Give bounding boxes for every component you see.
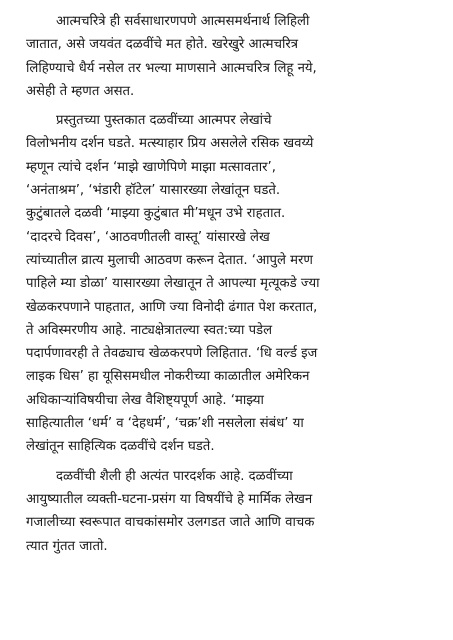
text-line: ‘दादरचे दिवस’, ‘आठवणीतली वास्तू’ यांसारखे लेख [26,229,270,245]
text-line: ते अविस्मरणीय आहे. नाट्यक्षेत्रातल्या स्वत:च्या पडेल [26,322,273,338]
text-line: खेळकरपणाने पाहतात, आणि ज्या विनोदी ढंगात पेश करतात, [26,299,318,315]
text-line: म्हणून त्यांचे दर्शन ‘माझे खाणेपिणे माझा मत्सावतार’, [26,159,276,175]
text-line: जातात, असे जयवंत दळवींचे मत होते. खरेखुरे आत्मचरित्र [26,37,299,53]
text-line: आत्मचरित्रे ही सर्वसाधारणपणे आत्मसमर्थनार्थ लिहिली [56,14,310,29]
text-line: लाइक धिस’ हा यूसिसमधील नोकरीच्या काळातील अमेरिकन [26,369,310,385]
text-line: पाहिले म्या डोळा’ यासारख्या लेखातून ते आपल्या मृत्यूकडे ज्या [26,276,320,292]
text-line: लिहिण्याचे धैर्य नसेल तर भल्या माणसाने आत्मचरित्र लिहू नये, [26,60,317,76]
text-line: आयुष्यातील व्यक्ती-घटना-प्रसंग या विषयींचे हे मार्मिक लेखन [26,491,313,507]
text-line: प्रस्तुतच्या पुस्तकात दळवींच्या आत्मपर लेखांचे [56,113,272,129]
text-line: असेही ते म्हणत असत. [26,83,135,99]
text-line: कुटुंबातले दळवी ‘माझ्या कुटुंबात मी’मधून उभे राहतात. [26,206,286,222]
text-line: साहित्यातील ‘धर्म’ व ‘देहधर्म’, ‘चक्र’शी नसलेला संबंध’ या [26,416,304,432]
paragraph-3 [26,465,435,558]
text-line: त्यात गुंतत जातो. [26,538,108,554]
text-line: ‘अनंताश्रम’, ‘भंडारी हॉटेल’ यासारख्या लेखांतून घडते. [26,183,281,199]
paragraph-2 [26,109,435,458]
text-line: लेखांतून साहित्यिक दळवींचे दर्शन घडते. [26,439,215,455]
text-line: विलोभनीय दर्शन घडते. मत्स्याहार प्रिय असलेले रसिक खवय्ये [26,136,314,152]
text-line: त्यांच्यातील व्रात्य मुलाची आठवण करून देतात. ‘आपुले मरण [26,252,313,268]
text-line: अधिकाऱ्यांविषयीचा लेख वैशिष्ट्यपूर्ण आहे. ‘माझ्या [26,392,264,408]
text-line: गजालीच्या स्वरूपात वाचकांसमोर उलगडत जाते आणि वाचक [26,515,315,531]
text-line: दळवींची शैली ही अत्यंत पारदर्शक आहे. दळवींच्या [56,468,293,484]
text-line: पदार्पणावरही ते तेवढ्याच खेळकरपणे लिहितात. ‘धि वर्ल्ड इज [26,346,318,362]
paragraph-1 [26,10,435,103]
